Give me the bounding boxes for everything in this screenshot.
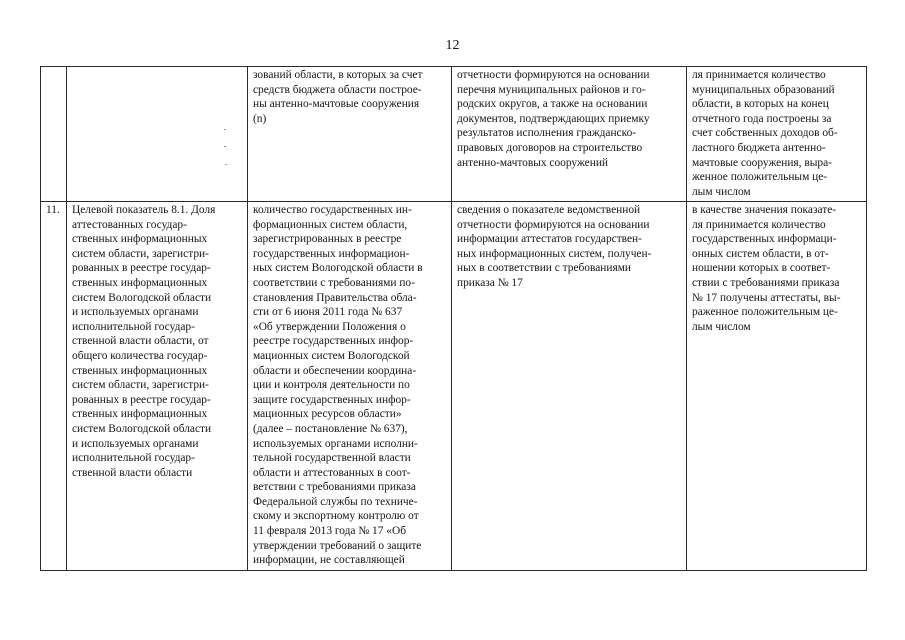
source-text: отчетности формируются на основании перечня муниципальных районов и го- родских округов, а также на основании документов, подтверждающих приемку результатов исполнения гражданско- правовых договоров на строительство антенно-мачтовых сооружений xyxy=(457,69,650,169)
source-cell xyxy=(452,202,687,571)
row-number-cell xyxy=(41,202,67,571)
page-number: 12 xyxy=(445,38,460,53)
source-cell xyxy=(452,67,687,202)
definition-cell xyxy=(248,202,452,571)
method-cell xyxy=(687,202,867,571)
scan-speck xyxy=(224,146,226,147)
definition-cell xyxy=(248,67,452,202)
source-text: сведения о показателе ведомственной отчетности формируются на основании информации аттестатов государствен- ных информационных систем, получен- ных в соответствии с требованиями приказа № 17 xyxy=(457,204,652,289)
indicator-cell xyxy=(67,202,248,571)
row-number: 11. xyxy=(46,204,60,216)
indicator-table xyxy=(40,66,867,571)
indicator-text: Целевой показатель 8.1. Доля аттестованных государ- ственных информационных систем области, зарегистри- рованных в реестре государ- ственных информационных систем Вологодской области и используемых органами исполнительной государ- ственной власти области, от общего количества государ- ственных информационных систем области, зарегистри- рованных в реестре государ- ственных информационных систем Вологодской области и используемых органами исполнительной государ- ственной власти области xyxy=(72,204,216,479)
method-cell xyxy=(687,67,867,202)
scan-speck xyxy=(224,129,226,130)
table-row xyxy=(41,202,867,571)
indicator-cell xyxy=(67,67,248,202)
definition-text: количество государственных ин- формационных систем области, зарегистрированных в реестре государственных информацион- ных систем Вологодской области в соответствии с требованиями по- становления Правительства обла- сти от 6 июня 2011 года № 637 «Об утверждении Положения о реестре государственных инфор- мационных систем Вологодской области и обеспечении координа- ции и контроля деятельности по защите государственных инфор- мационных ресурсов области» (далее – постановление № 637), используемых органами исполни- тельной государственной власти области и аттестованных в соот- ветствии с требованиями приказа Федеральной службы по техниче- скому и экспортному контролю от 11 февраля 2013 года № 17 «Об утверждении требований о защите информации, не составляющей xyxy=(253,204,423,567)
table-row xyxy=(41,67,867,202)
row-number-cell xyxy=(41,67,67,202)
definition-text: зований области, в которых за счет средств бюджета области построе- ны антенно-мачтовые сооружения (n) xyxy=(253,69,423,125)
scan-speck xyxy=(225,164,227,165)
method-text: в качестве значения показате- ля принимается количество государственных информаци- онных систем области, в от- ношении которых в соответ- ствии с требованиями приказа № 17 получены аттестаты, вы- раженное положительным це- лым числом xyxy=(692,204,841,333)
method-text: ля принимается количество муниципальных образований области, в которых на конец отчетного года построены за счет собственных доходов об- ластного бюджета антенно- мачтовые сооружения, выра- женное положительным це- лым числом xyxy=(692,69,838,198)
